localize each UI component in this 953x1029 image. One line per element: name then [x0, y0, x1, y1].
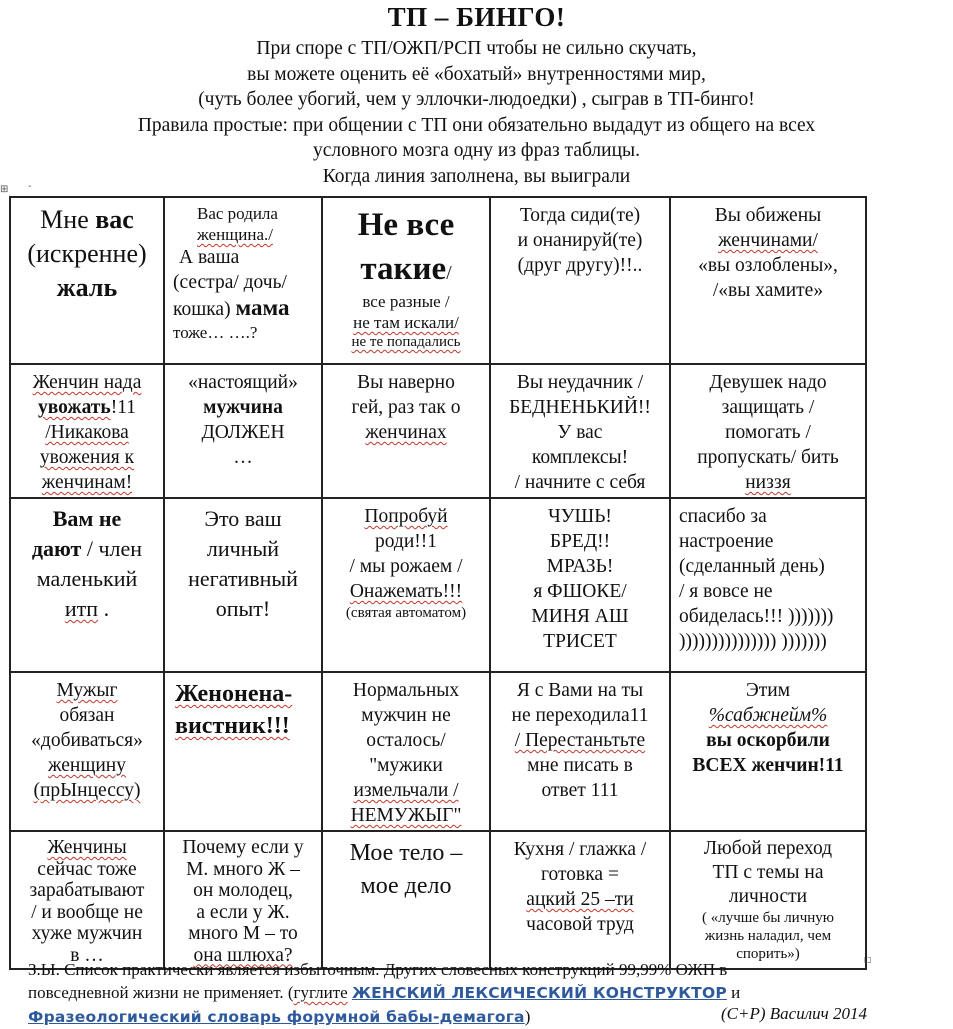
intro-line: При споре с ТП/ОЖП/РСП чтобы не сильно скучать,: [256, 38, 697, 59]
cell-text: и онанируй(те): [517, 230, 643, 251]
cell-text: дают: [31, 536, 82, 561]
cell-text: вистник!!!: [175, 713, 290, 739]
cell-text: женчинах: [365, 422, 447, 443]
bingo-cell[interactable]: [490, 197, 670, 364]
bingo-cell[interactable]: [322, 498, 490, 672]
cell-text: Женчины: [47, 837, 127, 858]
cell-text: обиделась!!! ))))))): [679, 606, 834, 627]
page-title: ТП – БИНГО!: [387, 2, 566, 32]
phrase-dictionary-link[interactable]: Фразеологический словарь форумной бабы-демагога: [28, 1008, 525, 1026]
cell-text: Это ваш: [204, 506, 282, 531]
bingo-cell[interactable]: [322, 364, 490, 498]
cell-text: Кухня / глажка /: [513, 839, 647, 860]
cell-text: Мне: [40, 205, 96, 234]
cell-text: зарабатывают: [29, 880, 145, 901]
cell-text: опыт!: [215, 596, 271, 621]
intro-line: Когда линия заполнена, вы выиграли: [322, 165, 631, 187]
bingo-cell[interactable]: [164, 364, 322, 498]
cell-text: не: [98, 506, 122, 531]
cell-text: / я вовсе не: [679, 581, 773, 602]
cell-text: (сделанный день): [679, 556, 825, 577]
cell-text: «добиваться»: [31, 730, 143, 751]
cell-text: жаль: [56, 273, 118, 302]
cell-text: обязан: [59, 705, 115, 726]
cell-text: М. много Ж –: [186, 858, 300, 880]
cell-text: осталось/: [366, 730, 446, 751]
cell-text: хуже мужчин: [31, 923, 143, 944]
cell-text: мне писать в: [527, 755, 633, 776]
cell-text: Тогда сиди(те): [519, 205, 641, 226]
cell-text: гей, раз так о: [351, 397, 461, 418]
intro-text: [0, 36, 953, 189]
bingo-row: [10, 364, 866, 498]
bingo-cell[interactable]: [322, 831, 490, 969]
cell-text: жизнь наладил, чем: [704, 928, 832, 944]
intro-line: Правила простые: при общении с ТП они обязательно выдадут из общего на всех: [137, 114, 816, 136]
bingo-cell[interactable]: [322, 672, 490, 831]
cell-text: измельчали /: [353, 780, 459, 801]
cell-text: Вы неудачник /: [516, 372, 644, 393]
cell-text: много М – то: [188, 923, 298, 944]
cell-text: У вас: [557, 422, 603, 443]
bingo-cell[interactable]: [670, 498, 866, 672]
cell-text: БРЕД!!: [549, 531, 611, 552]
footer-line: З.Ы. Список практически является избыточным. Других словесных конструкций 99,99% ОЖП в: [28, 960, 728, 979]
cell-text: ТРИСЕТ: [543, 631, 617, 652]
cell-text: Вы обижены: [714, 205, 822, 226]
cell-text: низзя: [745, 472, 791, 493]
bingo-cell[interactable]: [670, 672, 866, 831]
cell-text: Этим: [745, 680, 791, 701]
cell-text: / Перестаньтьте: [514, 730, 646, 751]
table-resize-handle-icon[interactable]: □: [864, 955, 872, 964]
cell-text: пропускать/ бить: [697, 447, 839, 468]
cell-text: ))))))))))))))) ))))))): [679, 631, 827, 652]
bingo-row: [10, 672, 866, 831]
cell-text: а если у Ж.: [196, 901, 290, 923]
cell-text: / и вообще не: [31, 901, 143, 923]
bingo-cell[interactable]: [670, 197, 866, 364]
cell-text: Мужыг: [56, 680, 118, 701]
cell-text: ТП с темы на: [712, 862, 824, 883]
cell-text: настроение: [679, 531, 774, 552]
cell-text: Я с Вами на ты: [516, 680, 644, 701]
cell-text: (искренне): [27, 239, 147, 268]
cell-text: вас: [95, 205, 134, 234]
cell-text: Мое тело –: [349, 840, 463, 866]
cell-text: МРАЗЬ!: [546, 556, 614, 577]
cell-text: личный: [206, 536, 280, 561]
cell-text: Онажемать!!!: [349, 581, 463, 602]
cell-text: …: [233, 447, 253, 468]
cell-text: Женчин нада: [32, 372, 142, 393]
cell-text: она шлюха?: [193, 944, 293, 966]
table-edge-marker-icon: -: [28, 181, 32, 192]
cell-text: Вас родила: [197, 204, 278, 223]
bingo-cell[interactable]: [490, 498, 670, 672]
cell-text: «настоящий»: [188, 372, 298, 393]
cell-text: мое дело: [360, 873, 452, 899]
bingo-cell[interactable]: [490, 364, 670, 498]
cell-text: спасибо за: [679, 506, 767, 527]
cell-text: роди!!1: [374, 531, 438, 552]
bingo-cell[interactable]: [164, 672, 322, 831]
cell-text: повседневной жизни не применяет. (: [28, 983, 294, 1002]
cell-text: А ваша: [179, 247, 240, 268]
cell-text: комплексы!: [531, 447, 629, 468]
cell-text: личности: [728, 886, 808, 907]
cell-text: женчинам!: [41, 472, 133, 493]
cell-text: (прЫнцессу): [33, 780, 141, 801]
bingo-cell[interactable]: [670, 831, 866, 969]
cell-text: гуглите: [293, 983, 348, 1002]
cell-text: ( «лучше бы личную: [702, 910, 834, 926]
bingo-cell[interactable]: [10, 197, 164, 364]
cell-text: такие: [360, 251, 447, 287]
cell-text: женчинами/: [718, 230, 818, 251]
cell-text: Почему если у: [182, 837, 304, 858]
bingo-cell[interactable]: [10, 831, 164, 969]
cell-text: Любой переход: [703, 838, 833, 859]
cell-text: часовой труд: [526, 914, 634, 935]
cell-text: защищать /: [721, 397, 815, 418]
cell-text: ): [524, 1007, 531, 1026]
intro-line: (чуть более убогий, чем у эллочки-людоедки) , сыграв в ТП-бинго!: [198, 89, 755, 110]
cell-text: помогать /: [725, 422, 811, 443]
cell-text: сейчас тоже: [37, 858, 137, 880]
signature: (С+Р) Василич 2014: [721, 1004, 867, 1023]
cell-text: / член: [81, 536, 143, 561]
bingo-grid: [9, 196, 867, 970]
cell-text: он молодец,: [193, 880, 293, 901]
cell-text: кошка): [173, 299, 231, 320]
lexical-constructor-link[interactable]: ЖЕНСКИЙ ЛЕКСИЧЕСКИЙ КОНСТРУКТОР: [351, 984, 727, 1002]
cell-text: маленький: [36, 566, 138, 591]
cell-text: Женонена-: [175, 681, 293, 707]
cell-text: мама: [235, 295, 290, 320]
intro-line: вы можете оценить её «бохатый» внутренностями мир,: [247, 63, 706, 85]
cell-text: .: [98, 596, 110, 621]
bingo-cell[interactable]: [10, 364, 164, 498]
bingo-cell[interactable]: [490, 831, 670, 969]
cell-text: Попробуй: [364, 506, 448, 527]
cell-text: (сестра/ дочь/: [173, 272, 287, 293]
cell-text: ДОЛЖЕН: [201, 422, 285, 443]
cell-text: / начните с себя: [514, 472, 646, 493]
bingo-cell[interactable]: [10, 498, 164, 672]
cell-text: в …: [70, 944, 104, 966]
cell-text: ВСЕХ женчин!11: [692, 755, 844, 776]
bingo-cell[interactable]: [164, 498, 322, 672]
bingo-row: [10, 831, 866, 969]
cell-text: / мы рожаем /: [349, 556, 463, 577]
table-move-handle-icon[interactable]: ⊞: [0, 184, 9, 195]
cell-text: я ФШОКЕ/: [533, 581, 627, 602]
cell-text: мужчина: [203, 397, 283, 418]
cell-text: мужчин не: [361, 705, 451, 726]
cell-text: женщину: [48, 755, 126, 776]
bingo-cell[interactable]: [670, 364, 866, 498]
cell-text: не те попадались: [351, 334, 461, 350]
cell-text: Девушек надо: [709, 372, 827, 393]
cell-text: и: [726, 983, 741, 1002]
bingo-cell[interactable]: [164, 831, 322, 969]
cell-text: БЕДНЕНЬКИЙ!!: [509, 397, 651, 418]
cell-text: ацкий 25 –ти: [526, 889, 634, 910]
footer-line: [28, 981, 928, 1005]
cell-text: «вы озлоблены»,: [698, 255, 838, 276]
cell-text: /: [446, 263, 452, 284]
cell-text: Нормальных: [352, 680, 460, 701]
cell-text: (друг другу)!!..: [517, 255, 643, 276]
cell-text: Не все: [357, 207, 455, 243]
bingo-cell[interactable]: [164, 197, 322, 364]
cell-text: тоже… ….?: [173, 323, 258, 342]
cell-text: увожения к: [39, 447, 135, 468]
cell-text: женщина./: [197, 225, 273, 244]
cell-text: готовка =: [541, 864, 619, 885]
cell-text: (святая автоматом): [345, 605, 467, 621]
cell-text: ЧУШЬ!: [548, 506, 612, 527]
cell-text: ответ 111: [541, 780, 619, 801]
cell-text: МИНЯ АШ: [531, 606, 629, 627]
cell-text: !11: [110, 397, 136, 418]
cell-text: не там искали/: [353, 313, 459, 332]
cell-text: увожать: [38, 397, 111, 418]
cell-text: /Никакова: [45, 422, 129, 443]
cell-text: спорить»): [736, 946, 800, 962]
cell-text: Вы наверно: [357, 372, 455, 393]
cell-text: вы оскорбили: [706, 730, 830, 751]
bingo-row: [10, 197, 866, 364]
cell-text: НЕМУЖЫГ": [350, 805, 462, 826]
cell-text: "мужики: [369, 755, 443, 776]
bingo-cell[interactable]: [322, 197, 490, 364]
bingo-row: [10, 498, 866, 672]
cell-text: негативный: [188, 566, 298, 591]
bingo-cell[interactable]: [490, 672, 670, 831]
cell-text: не переходила11: [511, 705, 649, 726]
cell-text: Вам: [52, 506, 99, 531]
cell-text: /«вы хамите»: [712, 280, 824, 301]
bingo-cell[interactable]: [10, 672, 164, 831]
cell-text: %сабжнейм%: [708, 705, 828, 726]
cell-text: все разные /: [362, 292, 450, 311]
intro-line: условного мозга одну из фраз таблицы.: [313, 140, 640, 161]
cell-text: итп: [64, 596, 99, 621]
